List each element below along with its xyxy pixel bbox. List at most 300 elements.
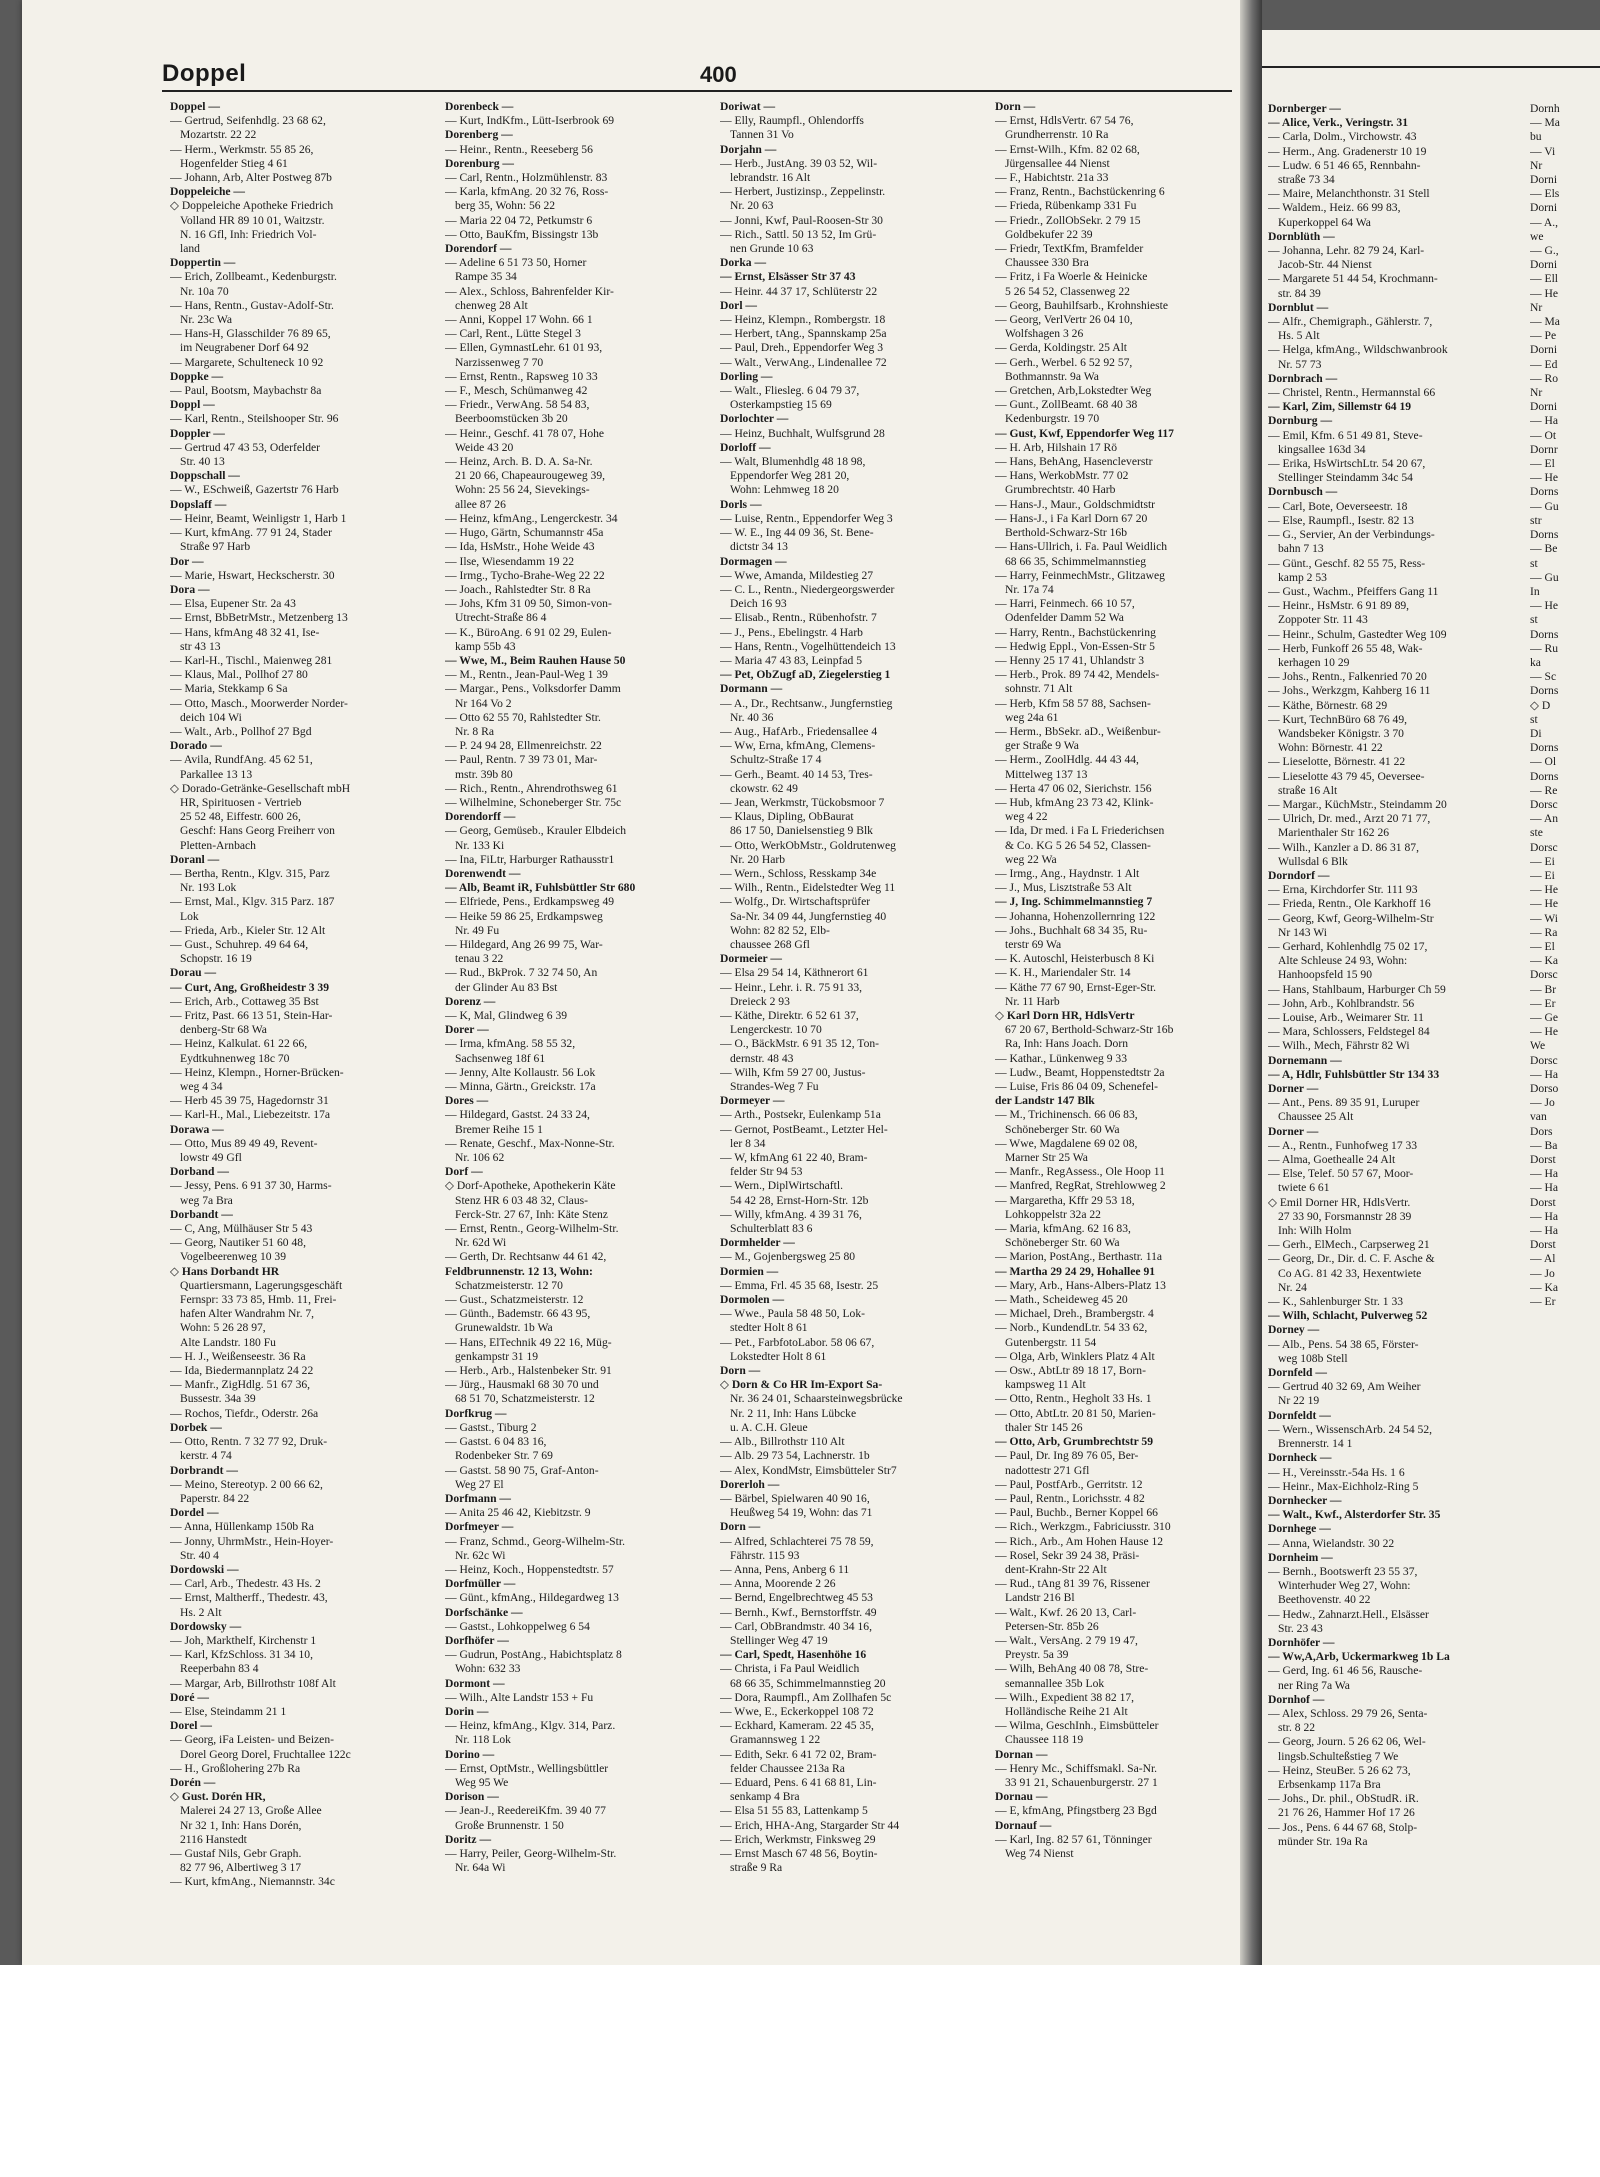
right-page-header-rule <box>1262 66 1600 68</box>
directory-entry: — Avila, RundfAng. 45 62 51, <box>170 753 313 767</box>
directory-entry: — Marion, PostAng., Berthastr. 11a <box>995 1250 1163 1264</box>
directory-entry: ler 8 34 <box>730 1136 766 1150</box>
directory-entry: Fährstr. 115 93 <box>730 1548 800 1562</box>
directory-entry: — Lieselotte 43 79 45, Oeversee- <box>1268 769 1425 783</box>
directory-entry: — Johs., Dr. phil., ObStudR. iR. <box>1268 1792 1419 1806</box>
directory-entry: Chaussee 25 Alt <box>1278 1110 1354 1124</box>
cut-off-entry: — Ha <box>1530 1067 1559 1081</box>
directory-entry: weg 4 34 <box>180 1080 223 1094</box>
cut-off-entry: — Ka <box>1530 1280 1559 1294</box>
directory-entry: & Co. KG 5 26 54 52, Classen- <box>1005 838 1151 852</box>
directory-entry: — Heinz, Arch. B. D. A. Sa-Nr. <box>445 455 593 469</box>
right-column-1 <box>1268 102 1518 1952</box>
directory-entry: Stellinger Steindamm 34c 54 <box>1278 471 1413 485</box>
directory-entry: Jürgensallee 44 Nienst <box>1005 156 1110 170</box>
directory-entry: — Ida, Dr med. i Fa L Friederichsen <box>995 824 1165 838</box>
cut-off-entry: van <box>1530 1110 1547 1124</box>
directory-entry: — Anna, Wielandstr. 30 22 <box>1268 1536 1395 1550</box>
directory-entry: chaussee 268 Gfl <box>730 937 810 951</box>
directory-entry: — Edith, Sekr. 6 41 72 02, Bram- <box>720 1747 877 1761</box>
entry-heading: Doré — <box>170 1690 209 1704</box>
entry-heading: Doppl — <box>170 398 215 412</box>
directory-entry: — Carl, Spedt, Hasenhöhe 16 <box>720 1648 867 1662</box>
directory-entry: Mozartstr. 22 22 <box>180 128 257 142</box>
cut-off-entry: Dorst <box>1530 1195 1556 1209</box>
directory-entry: — Karl-H., Mal., Liebezeitstr. 17a <box>170 1108 331 1122</box>
directory-entry: ◇ Gust. Dorén HR, <box>170 1790 266 1804</box>
directory-entry: — Wilh., Alte Landstr 153 + Fu <box>445 1690 594 1704</box>
directory-entry: str. 84 39 <box>1278 286 1321 300</box>
directory-entry: felder Chaussee 213a Ra <box>730 1761 845 1775</box>
directory-entry: — Walt., VersAng. 2 79 19 47, <box>995 1633 1138 1647</box>
directory-entry: Hs. 5 Alt <box>1278 329 1320 343</box>
entry-heading: Dorén — <box>170 1775 216 1789</box>
directory-entry: — Michael, Dreh., Brambergstr. 4 <box>995 1307 1154 1321</box>
cut-off-entry: Dorni <box>1530 201 1558 215</box>
directory-entry: 21 76 26, Hammer Hof 17 26 <box>1278 1806 1415 1820</box>
cut-off-entry: — Ro <box>1530 371 1559 385</box>
directory-entry: — Otto, WerkObMstr., Goldrutenweg <box>720 838 896 852</box>
directory-entry: — Aug., HafArb., Friedensallee 4 <box>720 724 878 738</box>
directory-entry: — C, Ang, Mülhäuser Str 5 43 <box>170 1222 313 1236</box>
directory-entry: — Kathar., Lünkenweg 9 33 <box>995 1051 1128 1065</box>
directory-entry: Volland HR 89 10 01, Waitzstr. <box>180 213 325 227</box>
directory-entry: 68 66 35, Schimmelmannstieg <box>1005 554 1147 568</box>
entry-heading: Dorendorff — <box>445 810 516 824</box>
directory-entry: — Joach., Rahlstedter Str. 8 Ra <box>445 582 591 596</box>
directory-entry: — Hugo, Gärtn, Schumannstr 45a <box>445 526 604 540</box>
directory-entry: — Harry, Peiler, Georg-Wilhelm-Str. <box>445 1846 617 1860</box>
directory-entry: — H. J., Weißenseestr. 36 Ra <box>170 1349 306 1363</box>
cut-off-entry: — Ma <box>1530 315 1560 329</box>
directory-entry: — Wwe., Paula 58 48 50, Lok- <box>720 1307 866 1321</box>
cut-off-entry: Dorns <box>1530 528 1559 542</box>
entry-heading: Doppel — <box>170 100 220 113</box>
directory-entry: Ferck-Str. 27 67, Inh: Käte Stenz <box>455 1207 608 1221</box>
directory-entry: — A, Hdlr, Fuhlsbüttler Str 134 33 <box>1268 1067 1440 1081</box>
directory-entry: ◇ Dorf-Apotheke, Apothekerin Käte <box>445 1179 616 1193</box>
entry-heading: Doppeleiche — <box>170 185 246 199</box>
directory-entry: Weg 27 El <box>455 1477 504 1491</box>
entry-heading: Dornheim — <box>1268 1550 1333 1564</box>
directory-entry: — Gertrud 47 43 53, Oderfelder <box>170 440 321 454</box>
directory-entry: — Jean, Werkmstr, Tückobsmoor 7 <box>720 795 885 809</box>
entry-heading: Dorka — <box>720 256 767 270</box>
directory-entry: Schatzmeisterstr. 12 70 <box>455 1278 563 1292</box>
column-3 <box>720 100 982 1950</box>
right-column-2-edge <box>1530 102 1600 1952</box>
directory-entry: — A., Dr., Rechtsanw., Jungfernstieg <box>720 696 893 710</box>
directory-entry: — Mara, Schlossers, Feldstegel 84 <box>1268 1025 1430 1039</box>
directory-entry: Wohn: 5 26 28 97, <box>180 1321 266 1335</box>
directory-entry: — Alice, Verk., Veringstr. 31 <box>1268 116 1408 130</box>
entry-heading: Dormeyer — <box>720 1094 785 1108</box>
directory-entry: Str. 23 43 <box>1278 1621 1323 1635</box>
entry-heading: Dornberger — <box>1268 102 1341 115</box>
directory-entry: Nr. 20 Harb <box>730 852 786 866</box>
directory-entry: Dorel Georg Dorel, Fruchtallee 122c <box>180 1747 351 1761</box>
cut-off-entry: — He <box>1530 286 1559 300</box>
directory-entry: im Neugrabener Dorf 64 92 <box>180 341 309 355</box>
directory-entry: — K., Sahlenburger Str. 1 33 <box>1268 1295 1404 1309</box>
directory-entry: — Herb., Arb., Halstenbeker Str. 91 <box>445 1364 612 1378</box>
directory-entry: Grumbrechtstr. 40 Harb <box>1005 483 1116 497</box>
directory-entry: — Johs, Kfm 31 09 50, Simon-von- <box>445 597 612 611</box>
directory-entry: Kuperkoppel 64 Wa <box>1278 215 1371 229</box>
directory-entry: — Gretchen, Arb,Lokstedter Weg <box>995 384 1152 398</box>
directory-entry: Quartiersmann, Lagerungsgeschäft <box>180 1278 343 1292</box>
cut-off-entry: — Ma <box>1530 116 1560 130</box>
cut-off-entry: — Ge <box>1530 1011 1559 1024</box>
directory-entry: Deich 16 93 <box>730 597 787 611</box>
entry-heading: Dormagen — <box>720 554 787 568</box>
cut-off-entry: Dors <box>1530 1124 1553 1138</box>
directory-entry: — Hans-H, Glasschilder 76 89 65, <box>170 327 331 341</box>
directory-entry: — Henny 25 17 41, Uhlandstr 3 <box>995 653 1145 667</box>
directory-entry: — Gertrud 40 32 69, Am Weiher <box>1268 1380 1421 1394</box>
directory-entry: 68 51 70, Schatzmeisterstr. 12 <box>455 1392 595 1406</box>
directory-entry: Grundherrenstr. 10 Ra <box>1005 128 1109 142</box>
directory-entry: — Luise, Fris 86 04 09, Schenefel- <box>995 1080 1158 1094</box>
cut-off-entry: — Jo <box>1530 1096 1555 1110</box>
directory-entry: — Karl-H., Tischl., Maienweg 281 <box>170 653 333 667</box>
entry-heading: Dornblut — <box>1268 300 1329 314</box>
directory-entry: Rampe 35 34 <box>455 270 517 284</box>
directory-entry: — Frieda, Rentn., Ole Karkhoff 16 <box>1268 897 1431 911</box>
directory-entry: Berthold-Schwarz-Str 16b <box>1005 526 1128 540</box>
directory-entry: — Margarete 51 44 54, Krochmann- <box>1268 272 1438 286</box>
directory-entry: kerhagen 10 29 <box>1278 655 1350 669</box>
directory-entry: bahn 7 13 <box>1278 542 1324 556</box>
entry-heading: Dormien — <box>720 1264 779 1278</box>
cut-off-entry: — He <box>1530 1025 1559 1039</box>
directory-entry: land <box>180 242 200 256</box>
directory-entry: berg 35, Wohn: 56 22 <box>455 199 556 213</box>
directory-entry: weg 24a 61 <box>1005 710 1059 724</box>
directory-entry: u. A. C.H. Gleue <box>730 1420 808 1434</box>
directory-entry: — Rochos, Tiefdr., Oderstr. 26a <box>170 1406 319 1420</box>
directory-entry: — W. E., Ing 44 09 36, St. Bene- <box>720 526 874 540</box>
directory-entry: — Irmg., Tycho-Brahe-Weg 22 22 <box>445 568 605 582</box>
directory-entry: 25 52 48, Eiffestr. 600 26, <box>180 810 301 824</box>
cut-off-entry: — Er <box>1530 1295 1556 1309</box>
directory-entry: Nr. 23c Wa <box>180 313 232 327</box>
directory-entry: Nr. 8 Ra <box>455 724 494 738</box>
directory-entry: — Otto, BauKfm, Bissingstr 13b <box>445 227 599 241</box>
directory-entry: — Hans, Rentn., Gustav-Adolf-Str. <box>170 298 334 312</box>
cut-off-entry: — A., <box>1530 215 1559 229</box>
directory-entry: — Erich, Zollbeamt., Kedenburgstr. <box>170 270 337 284</box>
directory-entry: — Georg, Journ. 5 26 62 06, Wel- <box>1268 1735 1426 1749</box>
cut-off-entry: — Sc <box>1530 670 1557 684</box>
directory-entry: mstr. 39b 80 <box>455 767 513 781</box>
directory-entry: — Osw., AbtLtr 89 18 17, Born- <box>995 1364 1146 1378</box>
entry-heading: Dornan — <box>995 1747 1048 1761</box>
directory-entry: — Heinz, SteuBer. 5 26 62 73, <box>1268 1763 1411 1777</box>
directory-entry: — Erich, Werkmstr, Finksweg 29 <box>720 1832 876 1846</box>
directory-entry: — Karla, kfmAng. 20 32 76, Ross- <box>445 185 609 199</box>
directory-entry: — Wern., WissenschArb. 24 54 52, <box>1268 1422 1433 1436</box>
cut-off-entry: — He <box>1530 883 1559 897</box>
entry-heading: Dornhof — <box>1268 1692 1325 1706</box>
directory-entry: straße 9 Ra <box>730 1861 783 1875</box>
directory-entry: dernstr. 48 43 <box>730 1051 794 1065</box>
directory-entry: Feldbrunnenstr. 12 13, Wohn: <box>445 1264 593 1278</box>
directory-entry: Bothmannstr. 9a Wa <box>1005 369 1099 383</box>
directory-entry: — Herbert, Justizinsp., Zeppelinstr. <box>720 185 886 199</box>
entry-heading: Dorn — <box>720 1520 761 1534</box>
directory-entry: Mittelweg 137 13 <box>1005 767 1088 781</box>
cut-off-entry: — Er <box>1530 996 1556 1010</box>
directory-entry: — Alma, Goethealle 24 Alt <box>1268 1153 1396 1167</box>
right-page <box>1262 30 1600 1965</box>
directory-entry: — Hans-Ullrich, i. Fa. Paul Weidlich <box>995 540 1168 554</box>
directory-entry: — Wwe, M., Beim Rauhen Hause 50 <box>445 653 626 667</box>
directory-entry: Nr. 20 63 <box>730 199 774 213</box>
directory-entry: — Georg, Dr., Dir. d. C. F. Asche & <box>1268 1252 1435 1266</box>
directory-entry: — Herb, Kfm 58 57 88, Sachsen- <box>995 696 1151 710</box>
directory-entry: — Bertha, Rentn., Klgv. 315, Parz <box>170 866 330 880</box>
cut-off-entry: Dorns <box>1530 769 1559 783</box>
directory-entry: Preystr. 5a 39 <box>1005 1648 1069 1662</box>
directory-entry: — Karl, KfzSchloss. 31 34 10, <box>170 1648 313 1662</box>
directory-entry: — H., Vereinsstr.-54a Hs. 1 6 <box>1268 1465 1405 1479</box>
directory-entry: — Minna, Gärtn., Greickstr. 17a <box>445 1080 596 1094</box>
directory-entry: — Wwe, E., Eckerkoppel 108 72 <box>720 1704 874 1718</box>
directory-entry: — Jessy, Pens. 6 91 37 30, Harms- <box>170 1179 332 1193</box>
entry-heading: Dopslaff — <box>170 497 227 511</box>
entry-heading: Dordowsky — <box>170 1619 242 1633</box>
cut-off-entry: — Pe <box>1530 329 1557 343</box>
running-head: Doppel <box>162 60 247 87</box>
directory-entry: Tannen 31 Vo <box>730 128 794 142</box>
entry-heading: Dorison — <box>445 1790 499 1804</box>
directory-entry: — Ww,A,Arb, Uckermarkweg 1b La <box>1268 1650 1450 1664</box>
directory-entry: — Hans, Rentn., Vogelhüttendeich 13 <box>720 639 896 653</box>
entry-heading: Dornbrach — <box>1268 371 1338 385</box>
directory-entry: — F., Mesch, Schümanweg 42 <box>445 384 588 398</box>
directory-entry: — Otto, Rentn. 7 32 77 92, Druk- <box>170 1435 328 1449</box>
directory-entry: — Rich., Arb., Am Hohen Hause 12 <box>995 1534 1164 1548</box>
directory-entry: — Friedr., ZollObSekr. 2 79 15 <box>995 213 1141 227</box>
directory-entry: — M., Rentn., Jean-Paul-Weg 1 39 <box>445 668 608 682</box>
cut-off-entry: — Ed <box>1530 357 1558 371</box>
directory-entry: — Heinz, Buchhalt, Wulfsgrund 28 <box>720 426 885 440</box>
cut-off-entry: we <box>1530 229 1544 243</box>
directory-entry: Weide 43 20 <box>455 440 514 454</box>
directory-entry: — Gastst. 6 04 83 16, <box>445 1435 547 1449</box>
directory-entry: — Hans, WerkobMstr. 77 02 <box>995 469 1129 483</box>
directory-entry: — Ernst, Rentn., Rapsweg 10 33 <box>445 369 598 383</box>
directory-entry: — Wilhelmine, Schoneberger Str. 75c <box>445 795 622 809</box>
entry-heading: Dornblüth — <box>1268 229 1335 243</box>
directory-entry: Wohn: Börnestr. 41 22 <box>1278 741 1383 755</box>
directory-entry: Lengerckestr. 10 70 <box>730 1023 822 1037</box>
cut-off-entry: Dorns <box>1530 485 1559 499</box>
entry-heading: Dornhöfer — <box>1268 1635 1335 1649</box>
directory-entry: — Pet., FarbfotoLabor. 58 06 67, <box>720 1335 875 1349</box>
directory-entry: — Kurt, kfmAng. 77 91 24, Stader <box>170 526 332 540</box>
directory-entry: Pletten-Arnbach <box>180 838 256 852</box>
directory-entry: — Karl, Ing. 82 57 61, Tönninger <box>995 1832 1152 1846</box>
directory-entry: — Jenny, Alte Kollaustr. 56 Lok <box>445 1065 596 1079</box>
directory-entry: — W., ESchweiß, Gazertstr 76 Harb <box>170 483 339 497</box>
directory-entry: — Christa, i Fa Paul Weidlich <box>720 1662 860 1676</box>
directory-entry: — Ernst, BbBetrMstr., Metzenberg 13 <box>170 611 348 625</box>
cut-off-entry: Dorsc <box>1530 1053 1558 1067</box>
directory-entry: — Anita 25 46 42, Kiebitzstr. 9 <box>445 1506 591 1520</box>
entry-heading: Dorner — <box>1268 1082 1319 1096</box>
directory-entry: — Georg, Bauhilfsarb., Krohnshieste <box>995 298 1169 312</box>
directory-entry: — Ina, FiLtr, Harburger Rathausstr1 <box>445 852 615 866</box>
directory-entry: — Heinr., Lehr. i. R. 75 91 33, <box>720 980 863 994</box>
directory-entry: Wohn: 632 33 <box>455 1662 521 1676</box>
cut-off-entry: — Ba <box>1530 1138 1558 1152</box>
directory-entry: — Gustaf Nils, Gebr Graph. <box>170 1846 302 1860</box>
directory-entry: Ra, Inh: Hans Joach. Dorn <box>1005 1037 1128 1051</box>
directory-entry: Chaussee 330 Bra <box>1005 256 1089 270</box>
directory-entry: — Rosel, Sekr 39 24 38, Präsi- <box>995 1548 1140 1562</box>
directory-entry: Wolfshagen 3 26 <box>1005 327 1084 341</box>
directory-entry: — Carl, Arb., Thedestr. 43 Hs. 2 <box>170 1577 321 1591</box>
directory-entry: 68 66 35, Schimmelmannstieg 20 <box>730 1676 886 1690</box>
column-4 <box>995 100 1256 1950</box>
entry-heading: Dordowski — <box>170 1562 239 1576</box>
cut-off-entry: bu <box>1530 130 1542 144</box>
directory-entry: — Herta 47 06 02, Sierichstr. 156 <box>995 781 1152 795</box>
directory-entry: — Frieda, Arb., Kieler Str. 12 Alt <box>170 923 326 937</box>
directory-entry: — Carla, Dolm., Virchowstr. 43 <box>1268 130 1417 144</box>
directory-entry: Alte Landstr. 180 Fu <box>180 1335 276 1349</box>
directory-entry: — Heinz, Kalkulat. 61 22 66, <box>170 1037 308 1051</box>
directory-entry: — J, Ing. Schimmelmannstieg 7 <box>995 895 1153 909</box>
directory-entry: Nr 143 Wi <box>1278 925 1327 939</box>
directory-entry: — Mary, Arb., Hans-Albers-Platz 13 <box>995 1278 1166 1292</box>
directory-entry: — Hans, Stahlbaum, Harburger Ch 59 <box>1268 982 1446 996</box>
entry-heading: Dorf — <box>445 1165 483 1179</box>
directory-entry: Schulterblatt 83 6 <box>730 1222 813 1236</box>
directory-entry: Zoppoter Str. 11 43 <box>1278 613 1368 627</box>
entry-heading: Dorlochter — <box>720 412 789 426</box>
directory-entry: — Karl, Rentn., Steilshooper Str. 96 <box>170 412 339 426</box>
directory-entry: — Gerd, Ing. 61 46 56, Rausche- <box>1268 1664 1423 1678</box>
directory-entry: dictstr 34 13 <box>730 540 788 554</box>
directory-entry: Inh: Wilh Holm <box>1278 1224 1352 1238</box>
directory-entry: allee 87 26 <box>455 497 506 511</box>
directory-entry: Gutenbergstr. 11 54 <box>1005 1335 1097 1349</box>
cut-off-entry: — Ra <box>1530 925 1558 939</box>
directory-entry: — Wilh., Mech, Fährstr 82 Wi <box>1268 1039 1410 1053</box>
entry-heading: Dormhelder — <box>720 1236 795 1250</box>
directory-entry: — Erika, HsWirtschLtr. 54 20 67, <box>1268 457 1426 471</box>
directory-entry: — Bärbel, Spielwaren 40 90 16, <box>720 1491 870 1505</box>
directory-entry: 86 17 50, Danielsenstieg 9 Blk <box>730 824 873 838</box>
directory-entry: — Carl, Bote, Oeverseestr. 18 <box>1268 499 1408 513</box>
directory-entry: genkampstr 31 19 <box>455 1349 539 1363</box>
directory-entry: ckowstr. 62 49 <box>730 781 798 795</box>
entry-heading: Dorino — <box>445 1747 495 1761</box>
directory-entry: — Anna, Pens, Anberg 6 11 <box>720 1562 850 1576</box>
cut-off-entry: str <box>1530 513 1542 527</box>
directory-entry: — Hans-J., Maur., Goldschmidtstr <box>995 497 1156 511</box>
entry-heading: Dorenwendt — <box>445 866 521 880</box>
entry-heading: Dorner — <box>1268 1124 1319 1138</box>
directory-entry: kingsallee 163d 34 <box>1278 442 1366 456</box>
directory-entry: Nr 32 1, Inh: Hans Dorén, <box>180 1818 302 1832</box>
directory-entry: Gramannsweg 1 22 <box>730 1733 821 1747</box>
directory-entry: — Georg, Kwf, Georg-Wilhelm-Str <box>1268 911 1434 925</box>
directory-entry: lingsb.Schulteßstieg 7 We <box>1278 1749 1399 1763</box>
directory-entry: straße 16 Alt <box>1278 783 1338 797</box>
directory-entry: — Lieselotte, Börnestr. 41 22 <box>1268 755 1406 769</box>
directory-entry: Dreieck 2 93 <box>730 994 790 1008</box>
directory-entry: — Rich., Sattl. 50 13 52, Im Grü- <box>720 227 877 241</box>
directory-entry: — Friedr, TextKfm, Bramfelder <box>995 242 1144 256</box>
entry-heading: Doppertin — <box>170 256 236 270</box>
directory-entry: — W, kfmAng 61 22 40, Bram- <box>720 1151 868 1165</box>
directory-entry: — Willy, kfmAng. 4 39 31 76, <box>720 1207 862 1221</box>
directory-entry: — Joh, Markthelf, Kirchenstr 1 <box>170 1633 317 1647</box>
directory-entry: denberg-Str 68 Wa <box>180 1023 267 1037</box>
cut-off-entry: Dorni <box>1530 343 1558 357</box>
cut-off-entry: Dorsc <box>1530 797 1558 811</box>
directory-entry: Nr. 40 36 <box>730 710 774 724</box>
directory-entry: Marienthaler Str 162 26 <box>1278 826 1390 840</box>
directory-entry: — Erna, Kirchdorfer Str. 111 93 <box>1268 883 1418 897</box>
directory-entry: Schultz-Straße 17 4 <box>730 753 822 767</box>
directory-entry: — H. Arb, Hilshain 17 Rö <box>995 440 1118 454</box>
directory-entry: — Paul, Buchb., Berner Koppel 66 <box>995 1506 1158 1520</box>
directory-entry: — Jürg., Hausmakl 68 30 70 und <box>445 1378 599 1392</box>
directory-entry: Winterhuder Weg 27, Wohn: <box>1278 1579 1411 1593</box>
cut-off-entry: — Ei <box>1530 868 1555 882</box>
directory-entry: ◇ Hans Dorbandt HR <box>170 1264 280 1278</box>
directory-entry: twiete 6 61 <box>1278 1181 1330 1195</box>
cut-off-entry: Dorsc <box>1530 840 1558 854</box>
page-header <box>162 60 1232 92</box>
directory-entry: — Heinz, Klempn., Horner-Brücken- <box>170 1065 344 1079</box>
directory-entry: Nr. 64a Wi <box>455 1861 506 1875</box>
entry-heading: Dormeier — <box>720 952 782 966</box>
directory-entry: — Alb., Pens. 54 38 65, Förster- <box>1268 1337 1419 1351</box>
directory-entry: — Georg, VerlVertr 26 04 10, <box>995 313 1133 327</box>
directory-entry: kamp 55b 43 <box>455 639 516 653</box>
directory-entry: — Herb 45 39 75, Hagedornstr 31 <box>170 1094 329 1108</box>
directory-entry: — Alb. 29 73 54, Lachnerstr. 1b <box>720 1449 870 1463</box>
cut-off-entry: Dornr <box>1530 442 1558 456</box>
directory-entry: Weg 95 We <box>455 1775 509 1789</box>
directory-entry: — Heinr., Max-Eichholz-Ring 5 <box>1268 1479 1419 1493</box>
directory-entry: — Else, Raumpfl., Isestr. 82 13 <box>1268 513 1414 527</box>
directory-entry: — Paul, Dreh., Eppendorfer Weg 3 <box>720 341 884 355</box>
directory-entry: — Heinr., Schulm, Gastedter Weg 109 <box>1268 627 1447 641</box>
directory-entry: str. 8 22 <box>1278 1721 1316 1735</box>
directory-entry: Nr. 133 Ki <box>455 838 505 852</box>
directory-entry: — Günth., Bademstr. 66 43 95, <box>445 1307 591 1321</box>
directory-entry: chenweg 28 Alt <box>455 298 528 312</box>
directory-entry: — Kurt, IndKfm., Lütt-Iserbrook 69 <box>445 114 615 128</box>
directory-entry: — A., Rentn., Funhofweg 17 33 <box>1268 1138 1418 1152</box>
directory-entry: — Herb, Funkoff 26 55 48, Wak- <box>1268 641 1423 655</box>
directory-entry: — Otto, Arb, Grumbrechtstr 59 <box>995 1435 1154 1449</box>
directory-entry: nadottestr 271 Gfl <box>1005 1463 1090 1477</box>
directory-entry: — Olga, Arb, Winklers Platz 4 Alt <box>995 1349 1155 1363</box>
cut-off-entry: — G., <box>1530 244 1559 258</box>
directory-entry: — Gerhard, Kohlenhdlg 75 02 17, <box>1268 939 1428 953</box>
directory-entry: — Margaretha, Kffr 29 53 18, <box>995 1193 1135 1207</box>
directory-entry: — Christel, Rentn., Hermannstal 66 <box>1268 386 1436 400</box>
directory-entry: — Emil, Kfm. 6 51 49 81, Steve- <box>1268 428 1423 442</box>
